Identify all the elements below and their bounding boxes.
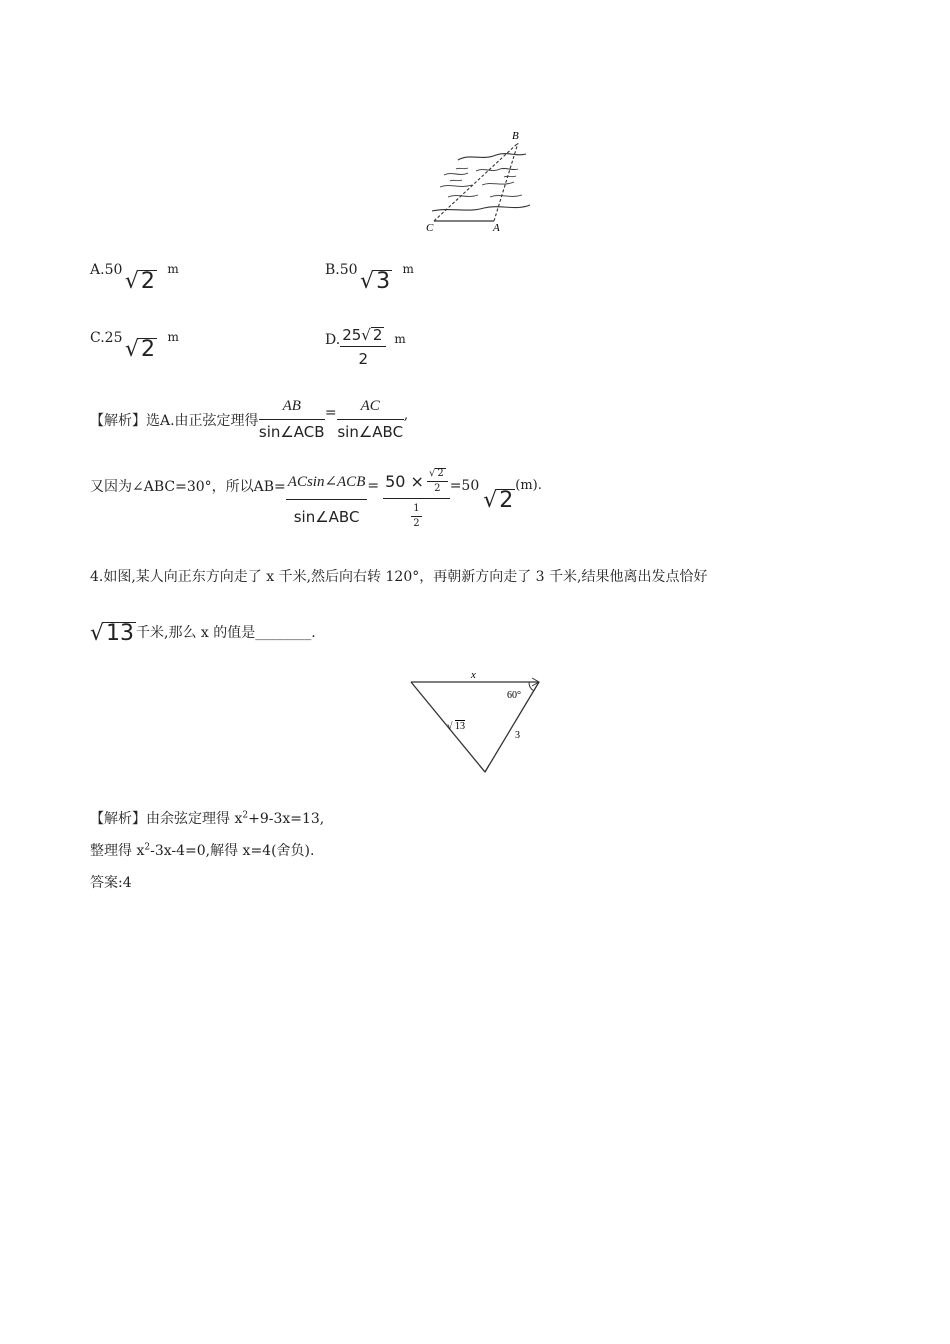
solution-2-radicand: 2 [499,488,514,513]
solution-2-head: 又因为∠ABC=30°，所以AB= [90,478,286,495]
label-sqrt13: 13 [455,721,465,732]
question-4-sqrt: √ 13 [90,621,135,646]
option-b-unit: m [402,262,414,276]
option-a[interactable] [90,262,179,294]
option-c-sqrt: √ 2 [124,337,155,362]
solution-1-frac1-den: sin∠ACB [258,423,325,441]
solution-2-eq1: = [367,477,380,494]
solution-1-frac2 [337,398,404,441]
option-b[interactable] [325,262,414,294]
label-3: 3 [515,730,520,741]
option-a-unit: m [167,262,179,276]
solution-2-inner-frac: √ 2 2 [427,468,448,494]
option-a-coef: 50 [104,262,123,278]
solution-2-half-num: 1 [411,503,421,517]
solution-2-half-den: 2 [413,518,420,529]
solution-2-frac-den: sin∠ABC [293,507,360,526]
river-figure [420,125,540,237]
solution-4-line1-a: 【解析】由余弦定理得 x [90,811,243,827]
solution-2-coef: 50 × [385,471,424,491]
angle-arc [529,682,534,691]
option-b-radicand: 3 [376,269,391,294]
label-a: A [493,222,500,234]
solution-2-frac [286,472,368,526]
solution-4-line1 [90,808,324,828]
option-b-sqrt: √ 3 [360,269,391,294]
solution-2 [90,468,542,529]
solution-1-frac2-num: AC [337,398,404,420]
question-4-line2 [90,618,316,645]
option-c-coef: 25 [104,330,123,346]
option-d-radicand: 2 [372,326,383,344]
label-c: C [426,222,434,234]
solution-2-eq2: =50 [449,477,480,494]
label-x: x [471,669,476,681]
label-sqrt-symbol: √ [447,721,453,732]
solution-4-line2-a: 整理得 x [90,843,145,859]
solution-4-line1-b: +9-3x=13, [248,811,325,827]
solution-1-frac1 [259,398,325,441]
option-b-prefix: B. [325,262,340,278]
solution-2-half [411,503,421,529]
option-c-unit: m [167,330,179,344]
label-b: B [512,130,519,142]
option-d-unit: m [394,332,406,346]
solution-1 [90,398,408,441]
option-d-prefix: D. [325,332,341,348]
solution-2-frac-num: ACsin∠ACB [286,472,368,500]
river-bank-top [458,154,526,160]
option-c[interactable] [90,330,179,362]
option-a-radicand: 2 [140,269,155,294]
option-a-prefix: A. [90,262,105,278]
question-4-line1: 4.如图,某人向正东方向走了 x 千米,然后向右转 120°，再朝新方向走了 3 千米,结果他离出发点恰好 [90,569,708,585]
label-angle: 60° [507,690,521,701]
question-4-text: 千米,那么 x 的值是________. [136,625,316,641]
solution-4-line2 [90,840,314,860]
solution-4-answer: 答案:4 [90,875,132,891]
solution-2-inner-den: 2 [434,483,441,494]
option-d-den: 2 [358,350,369,368]
river-bank-bottom [432,205,530,211]
solution-4-line2-sup: 2 [144,842,151,853]
solution-1-frac1-num: AB [259,398,325,420]
option-c-prefix: C. [90,330,105,346]
option-b-coef: 50 [339,262,358,278]
triangle-figure [405,667,547,779]
solution-2-compound-frac [383,468,450,529]
solution-1-head: 【解析】选A.由正弦定理得 [90,412,259,429]
solution-1-tail: , [403,406,409,423]
solution-2-tail: (m). [515,478,542,493]
solution-4-line2-b: -3x-4=0,解得 x=4(舍负). [150,843,315,859]
question-4-radicand: 13 [106,621,135,646]
solution-1-eq: = [324,404,337,421]
option-c-radicand: 2 [140,337,155,362]
solution-2-inner-radicand: 2 [437,468,444,479]
option-a-sqrt: √ 2 [124,269,155,294]
option-d-fraction: 25 √ 2 2 [340,326,386,368]
solution-1-frac2-den: sin∠ABC [337,423,404,441]
option-d-num-coef: 25 [342,326,362,344]
solution-2-sqrt: √ 2 [483,488,514,513]
option-d[interactable] [325,326,406,368]
solution-4-line1-sup: 2 [242,810,249,821]
